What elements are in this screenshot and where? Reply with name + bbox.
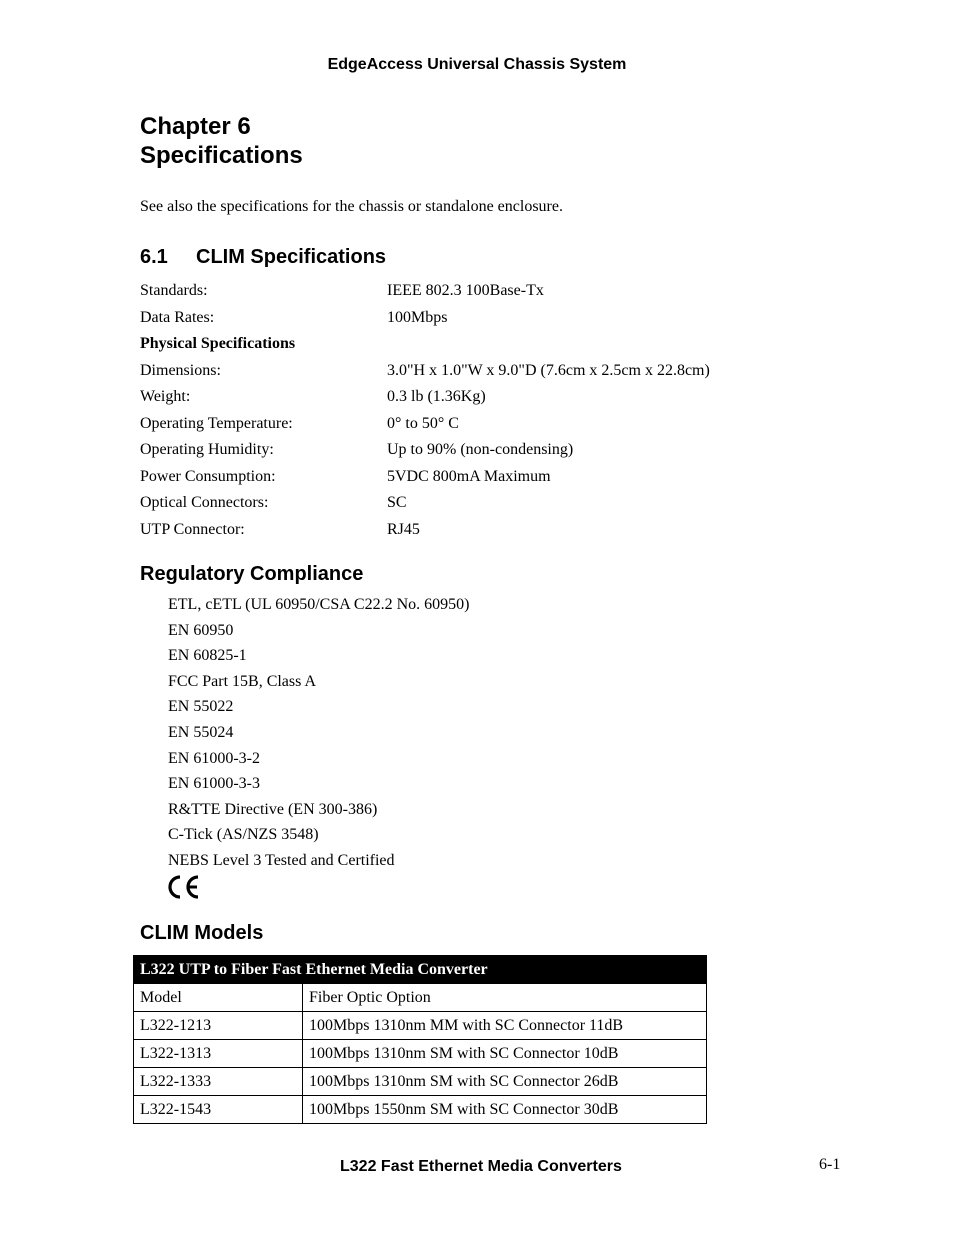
list-item: EN 60950 <box>168 621 234 639</box>
spec-subheading-physical <box>140 334 840 361</box>
section-heading <box>140 246 386 269</box>
section-number: 6.1 <box>140 246 168 268</box>
table-row <box>134 1040 707 1068</box>
spec-value: Up to 90% (non-condensing) <box>387 441 574 458</box>
regulatory-list <box>168 594 469 876</box>
spec-row-power-consumption <box>140 467 840 494</box>
list-item: EN 61000-3-2 <box>168 749 260 767</box>
models-table <box>133 955 707 1124</box>
model-cell: L322-1333 <box>134 1068 303 1096</box>
spec-row-weight <box>140 387 840 414</box>
spec-label: Operating Temperature: <box>140 414 293 432</box>
spec-label: Weight: <box>140 388 191 405</box>
spec-value: 3.0"H x 1.0"W x 9.0"D (7.6cm x 2.5cm x 22.8cm) <box>387 361 710 379</box>
spec-label: Dimensions: <box>140 361 221 379</box>
spec-value: 0.3 lb (1.36Kg) <box>387 388 486 405</box>
spec-label: Operating Humidity: <box>140 441 274 458</box>
regulatory-heading: Regulatory Compliance <box>140 563 364 585</box>
table-row <box>134 1096 707 1124</box>
option-cell: 100Mbps 1310nm SM with SC Connector 26dB <box>303 1068 707 1096</box>
physical-specifications-heading: Physical Specifications <box>140 335 296 352</box>
list-item: EN 55022 <box>168 698 234 716</box>
list-item: EN 55024 <box>168 723 234 741</box>
spec-value: 0° to 50° C <box>387 414 459 432</box>
model-cell: L322-1313 <box>134 1040 303 1068</box>
spec-label: Standards: <box>140 282 208 299</box>
footer-title: L322 Fast Ethernet Media Converters <box>340 1158 622 1175</box>
table-row <box>134 1068 707 1096</box>
option-cell: 100Mbps 1550nm SM with SC Connector 30dB <box>303 1096 707 1124</box>
spec-value: SC <box>387 494 407 511</box>
running-header: EdgeAccess Universal Chassis System <box>327 56 627 73</box>
list-item: NEBS Level 3 Tested and Certified <box>168 851 395 869</box>
spec-value: RJ45 <box>387 520 420 538</box>
spec-row-dimensions <box>140 361 840 388</box>
spec-row-optical-connectors <box>140 493 840 520</box>
list-item: FCC Part 15B, Class A <box>168 672 317 690</box>
page-number: 6-1 <box>819 1156 841 1173</box>
column-header-model: Model <box>134 984 303 1012</box>
chapter-name: Specifications <box>140 142 303 169</box>
spec-list <box>140 281 840 546</box>
spec-value: 5VDC 800mA Maximum <box>387 467 551 485</box>
table-row <box>134 1012 707 1040</box>
chapter-title <box>140 112 303 170</box>
spec-row-operating-humidity <box>140 440 840 467</box>
list-item: ETL, cETL (UL 60950/CSA C22.2 No. 60950) <box>168 596 470 613</box>
spec-row-standards <box>140 281 840 308</box>
model-cell: L322-1213 <box>134 1012 303 1040</box>
spec-row-utp-connector <box>140 520 840 547</box>
model-cell: L322-1543 <box>134 1096 303 1124</box>
spec-label: Optical Connectors: <box>140 494 269 511</box>
intro-paragraph: See also the specifications for the chassis or standalone enclosure. <box>140 198 563 215</box>
section-title: CLIM Specifications <box>196 246 387 268</box>
option-cell: 100Mbps 1310nm MM with SC Connector 11dB <box>303 1012 707 1040</box>
spec-label: UTP Connector: <box>140 520 245 538</box>
spec-label: Data Rates: <box>140 308 215 326</box>
table-title: L322 UTP to Fiber Fast Ethernet Media Converter <box>134 956 707 984</box>
table-header-row <box>134 984 707 1012</box>
spec-row-operating-temperature <box>140 414 840 441</box>
list-item: C-Tick (AS/NZS 3548) <box>168 826 319 844</box>
table-title-row <box>134 956 707 984</box>
spec-label: Power Consumption: <box>140 467 276 485</box>
column-header-fiber-option: Fiber Optic Option <box>303 984 707 1012</box>
spec-value: IEEE 802.3 100Base-Tx <box>387 282 544 299</box>
spec-value: 100Mbps <box>387 308 448 326</box>
list-item: R&TTE Directive (EN 300-386) <box>168 800 378 818</box>
ce-mark-icon <box>167 874 201 900</box>
option-cell: 100Mbps 1310nm SM with SC Connector 10dB <box>303 1040 707 1068</box>
list-item: EN 60825-1 <box>168 647 247 665</box>
spec-row-data-rates <box>140 308 840 335</box>
chapter-number: Chapter 6 <box>140 113 251 140</box>
models-heading: CLIM Models <box>140 922 264 944</box>
list-item: EN 61000-3-3 <box>168 775 260 793</box>
